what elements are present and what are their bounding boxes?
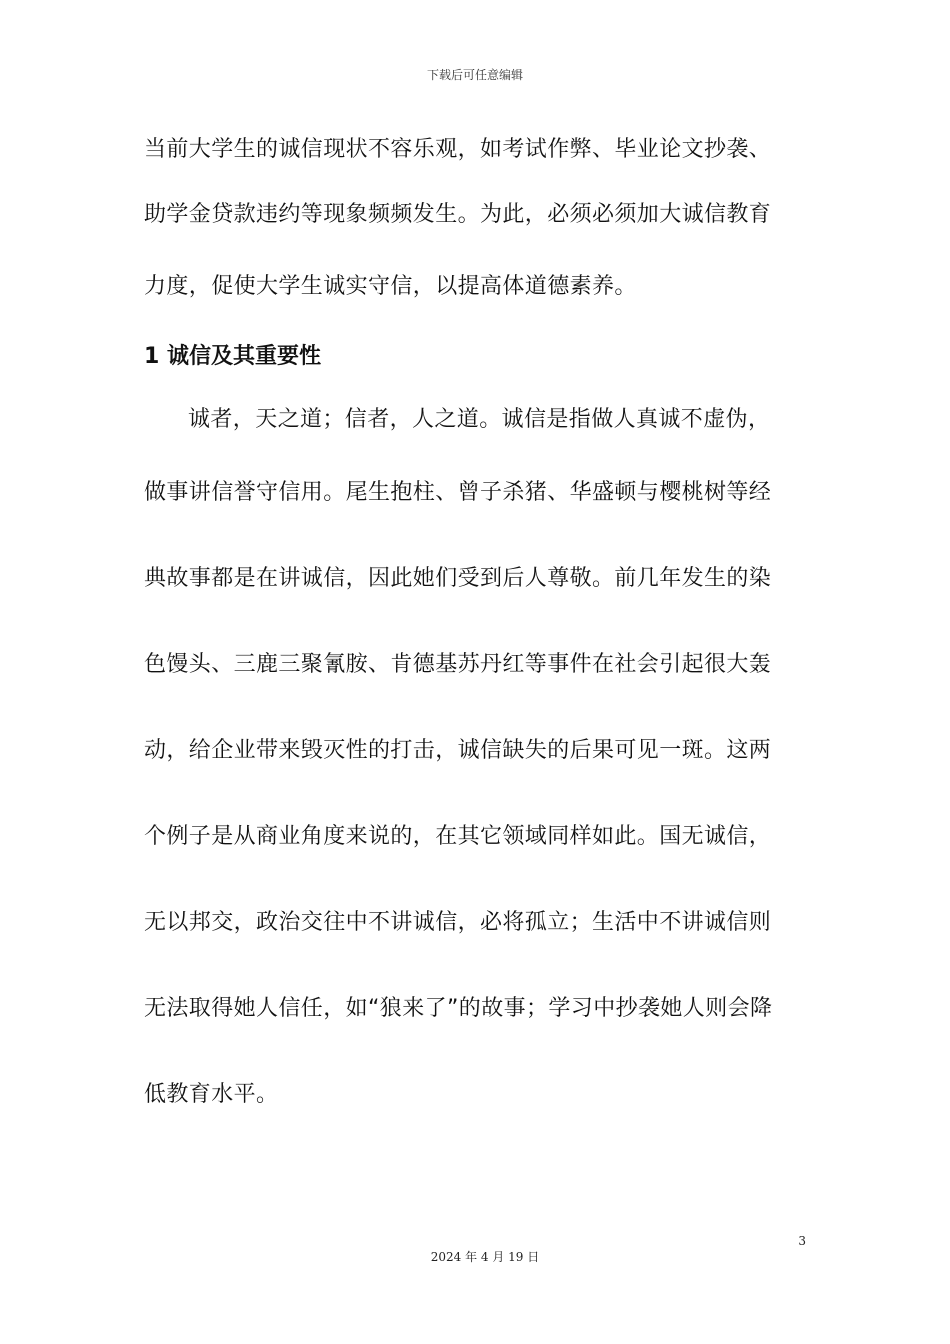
- paragraph-line-8: 无法取得她人信任，如“狼来了”的故事；学习中抄袭她人则会降: [144, 996, 773, 1021]
- paragraph-line-3: 典故事都是在讲诚信，因此她们受到后人尊敬。前几年发生的染: [144, 566, 772, 591]
- intro-line-1: 当前大学生的诚信现状不容乐观，如考试作弊、毕业论文抄袭、: [144, 137, 772, 162]
- paragraph-line-2: 做事讲信誉守信用。尾生抱柱、曾子杀猪、华盛顿与樱桃树等经: [144, 480, 772, 505]
- intro-line-3: 力度，促使大学生诚实守信，以提高体道德素养。: [144, 274, 637, 299]
- page-header: 下载后可任意编辑: [426, 68, 523, 82]
- intro-line-2: 助学金贷款违约等现象频频发生。为此，必须必须加大诚信教育: [144, 202, 772, 227]
- footer-date: 2024 年 4 月 19 日: [430, 1250, 540, 1264]
- paragraph-line-5: 动，给企业带来毁灭性的打击，诚信缺失的后果可见一斑。这两: [144, 738, 772, 763]
- section-heading: 1 诚信及其重要性: [144, 344, 321, 369]
- document-body: [144, 128, 808, 1138]
- paragraph-line-9: 低教育水平。: [144, 1082, 279, 1107]
- paragraph-line-4: 色馒头、三鹿三聚氰胺、肯德基苏丹红等事件在社会引起很大轰: [144, 652, 772, 677]
- page-number: 3: [798, 1234, 806, 1248]
- paragraph-line-6: 个例子是从商业角度来说的，在其它领域同样如此。国无诚信，: [144, 824, 772, 849]
- paragraph-line-1: 诚者，天之道；信者，人之道。诚信是指做人真诚不虚伪，: [188, 407, 771, 432]
- paragraph-line-7: 无以邦交，政治交往中不讲诚信，必将孤立；生活中不讲诚信则: [144, 910, 772, 935]
